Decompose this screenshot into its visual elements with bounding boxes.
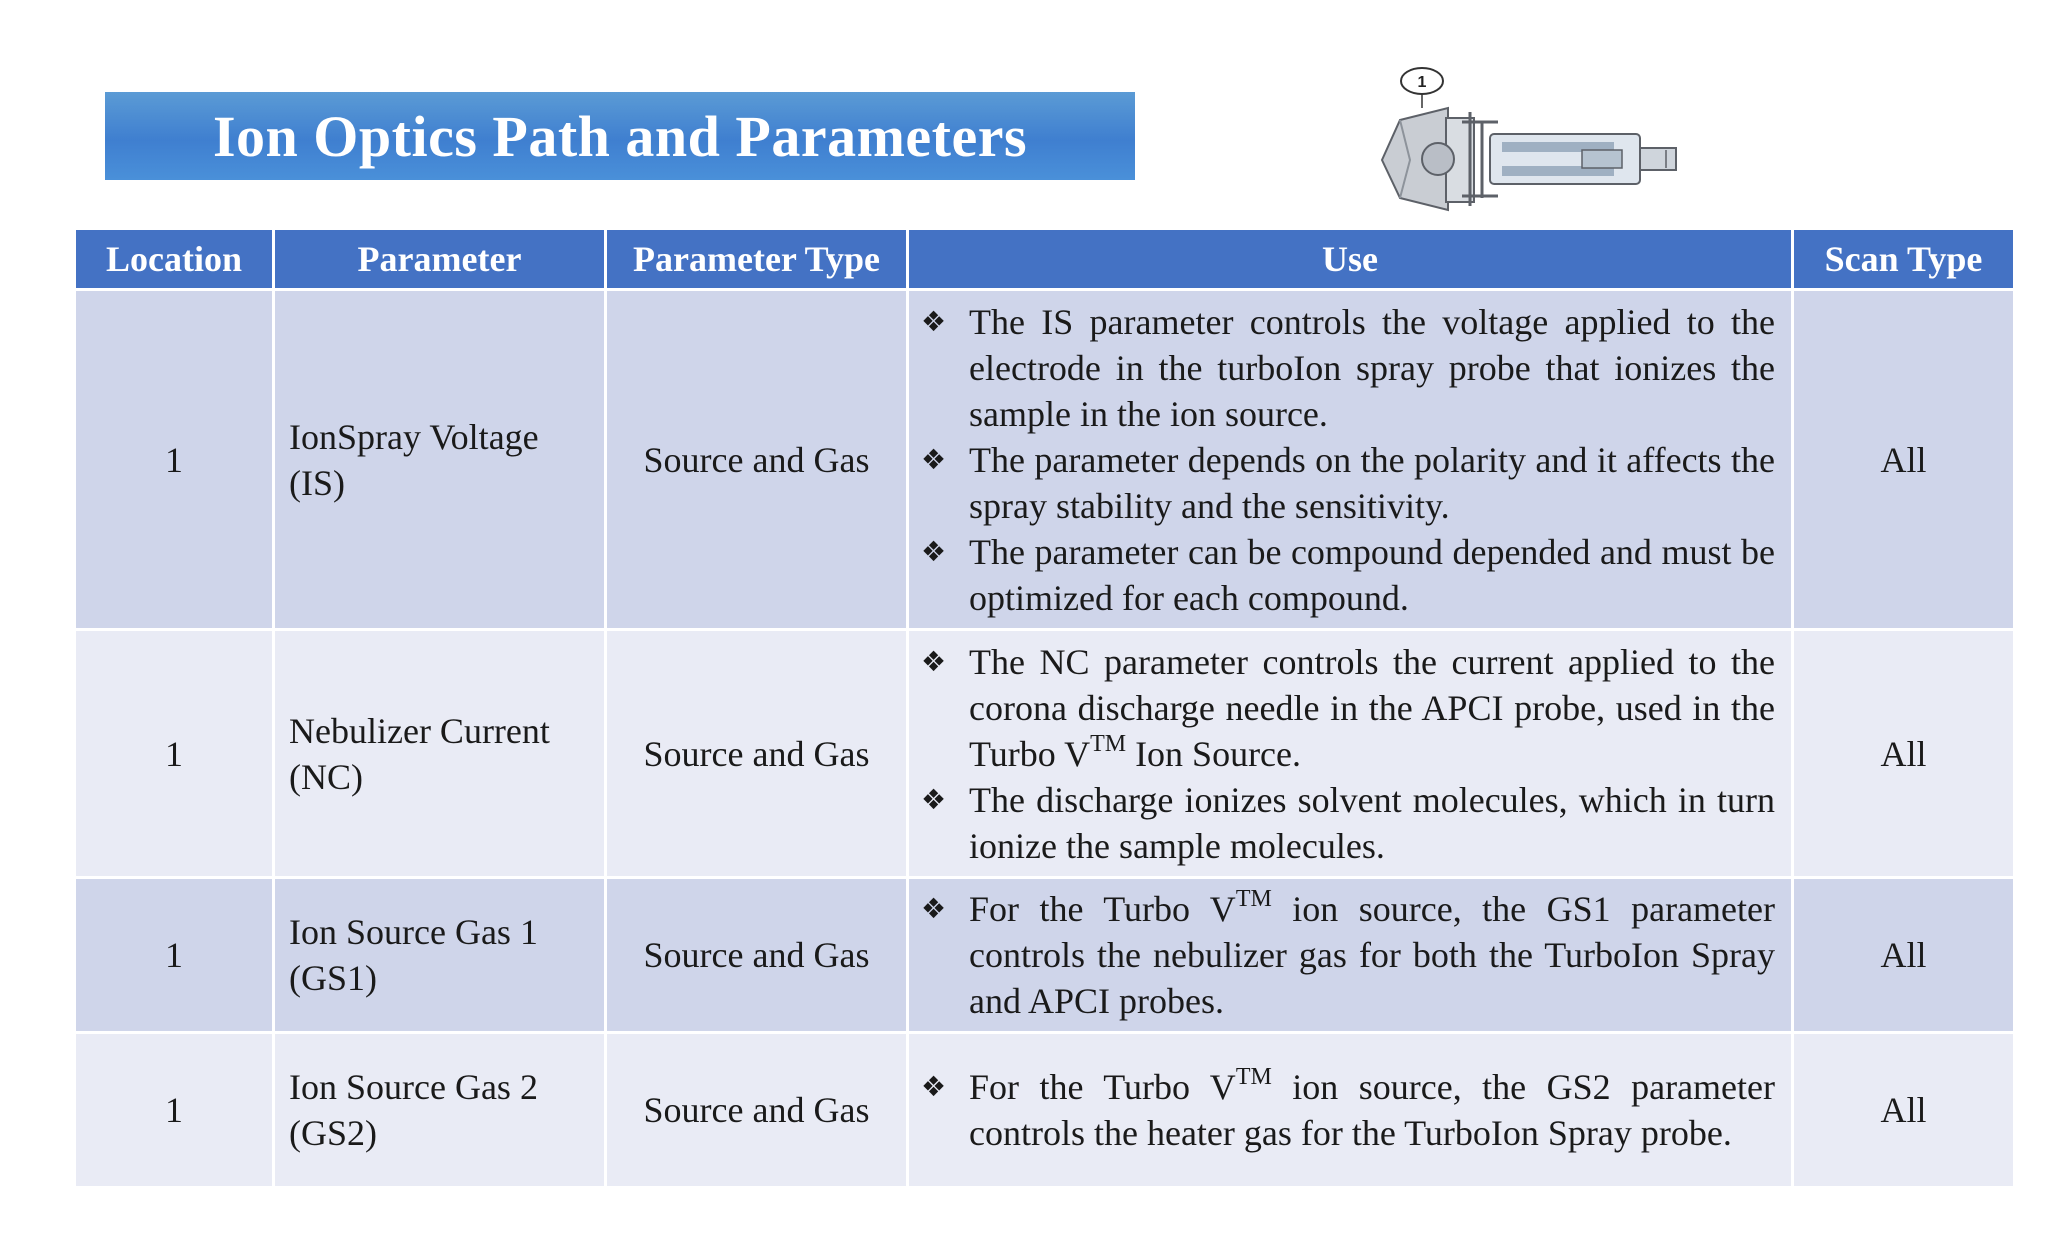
parameter-name: Ion Source Gas 2 <box>289 1067 538 1107</box>
ion-source-probe-diagram <box>1370 60 1700 220</box>
cell-scan-type: All <box>1793 878 2015 1033</box>
cell-use <box>908 290 1793 630</box>
use-bullet: ❖ The IS parameter controls the voltage applied to the electrode in the turboIon spray probe that ionizes the sample in the ion source. <box>921 299 1775 437</box>
parameter-abbrev: (IS) <box>289 462 345 503</box>
diamond-bullet-icon: ❖ <box>921 644 947 678</box>
table-row <box>75 630 2015 878</box>
page-title: Ion Optics Path and Parameters <box>212 103 1028 169</box>
cell-parameter-type: Source and Gas <box>606 630 908 878</box>
use-bullet: ❖ The discharge ionizes solvent molecules, which in turn ionize the sample molecules. <box>921 777 1775 869</box>
parameter-abbrev: (GS1) <box>289 958 377 998</box>
cell-use <box>908 878 1793 1033</box>
cell-parameter <box>274 878 606 1033</box>
diamond-bullet-icon: ❖ <box>921 1070 947 1103</box>
cell-location: 1 <box>75 1033 274 1188</box>
table-header-row <box>75 229 2015 290</box>
title-banner <box>105 92 1135 180</box>
parameter-name: Nebulizer Current <box>289 710 550 751</box>
cell-scan-type: All <box>1793 630 2015 878</box>
use-bullet: ❖ The NC parameter controls the current applied to the corona discharge needle in the APCI probe, used in the Turbo V™ Ion Source. <box>921 639 1775 777</box>
use-bullet: ❖ The parameter can be compound depended and must be optimized for each compound. <box>921 529 1775 621</box>
parameter-abbrev: (GS2) <box>289 1113 377 1153</box>
cell-location: 1 <box>75 630 274 878</box>
parameter-name: IonSpray Voltage <box>289 416 539 457</box>
cell-use <box>908 1033 1793 1188</box>
cell-use <box>908 630 1793 878</box>
parameter-name: Ion Source Gas 1 <box>289 912 538 952</box>
table-row <box>75 290 2015 630</box>
header-parameter-type: Parameter Type <box>606 229 908 290</box>
use-bullet: ❖ For the Turbo V™ ion source, the GS2 parameter controls the heater gas for the TurboIon Spray probe. <box>921 1064 1775 1153</box>
cell-parameter <box>274 1033 606 1188</box>
cell-location: 1 <box>75 290 274 630</box>
header-parameter: Parameter <box>274 229 606 290</box>
diamond-bullet-icon: ❖ <box>921 442 947 476</box>
header-location: Location <box>75 229 274 290</box>
cell-scan-type: All <box>1793 290 2015 630</box>
header-use: Use <box>908 229 1793 290</box>
cell-location: 1 <box>75 878 274 1033</box>
cell-scan-type: All <box>1793 1033 2015 1188</box>
table-row <box>75 1033 2015 1188</box>
diamond-bullet-icon: ❖ <box>921 304 947 338</box>
diamond-bullet-icon: ❖ <box>921 534 947 568</box>
cell-parameter-type: Source and Gas <box>606 878 908 1033</box>
table-row <box>75 878 2015 1033</box>
use-bullet: ❖ For the Turbo V™ ion source, the GS1 parameter controls the nebulizer gas for both the TurboIon Spray and APCI probes. <box>921 886 1775 1021</box>
cell-parameter <box>274 630 606 878</box>
parameter-abbrev: (NC) <box>289 756 363 797</box>
diamond-bullet-icon: ❖ <box>921 782 947 816</box>
cell-parameter <box>274 290 606 630</box>
header-scan-type: Scan Type <box>1793 229 2015 290</box>
parameters-table <box>73 227 2016 1189</box>
use-bullet: ❖ The parameter depends on the polarity and it affects the spray stability and the sensitivity. <box>921 437 1775 529</box>
cell-parameter-type: Source and Gas <box>606 1033 908 1188</box>
diamond-bullet-icon: ❖ <box>921 892 947 925</box>
cell-parameter-type: Source and Gas <box>606 290 908 630</box>
callout-label: 1 <box>1417 74 1427 91</box>
